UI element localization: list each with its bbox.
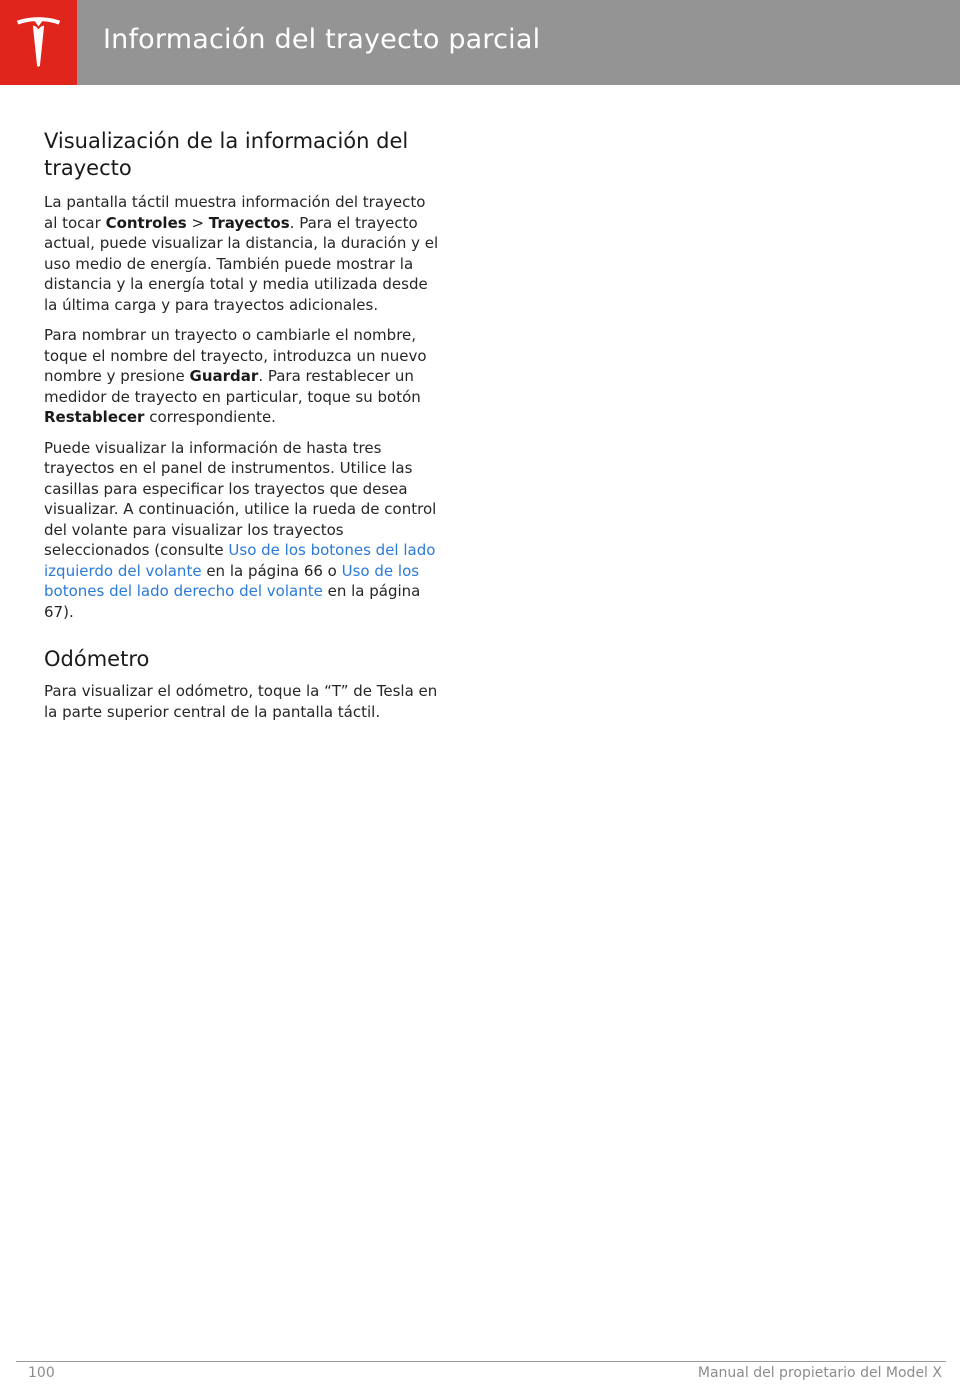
page-number: 100 [28, 1365, 55, 1381]
paragraph-instrument-panel [44, 438, 440, 623]
tesla-logo-icon [15, 15, 62, 67]
paragraph-odometer: Para visualizar el odómetro, toque la “T” de Tesla en la parte superior central de la pantalla táctil. [44, 682, 438, 721]
text: > [186, 213, 209, 232]
ui-label-trayectos: Trayectos [208, 213, 290, 232]
paragraph-trip-info [44, 192, 440, 315]
main-content [44, 128, 440, 732]
text: . Para restablecer un medidor de trayecto en particular, toque su botón [44, 367, 421, 406]
paragraph-rename-trip [44, 325, 440, 428]
text: . Para el trayecto actual, puede visualizar la distancia, la duración y el uso medio de energía. También puede mostrar la distancia y la energía total y media utilizada desde la última carga y para trayectos adicionales. [44, 213, 439, 314]
link-right-steering-buttons[interactable]: Uso de los botones del lado derecho del volante [44, 561, 420, 600]
ui-label-guardar: Guardar [189, 367, 259, 385]
text: La pantalla táctil muestra información del trayecto al tocar [44, 193, 426, 232]
link-left-steering-buttons[interactable]: Uso de los botones del lado izquierdo del volante [44, 541, 436, 580]
tesla-logo [0, 0, 77, 85]
page-title: Información del trayecto parcial [103, 24, 541, 55]
text: Para nombrar un trayecto o cambiarle el nombre, toque el nombre del trayecto, introduzca un nuevo nombre y presione [44, 326, 427, 385]
text: correspondiente. [144, 408, 276, 426]
text: Puede visualizar la información de hasta tres trayectos en el panel de instrumentos. Utilice las casillas para especificar los trayectos que desea visualizar. A continuación, utilice la rueda de control del volante para visualizar los trayectos seleccionados (consulte [44, 438, 437, 559]
footer-manual-title: Manual del propietario del Model X [697, 1365, 942, 1381]
section-heading-trip-info: Visualización de la información del trayecto [44, 129, 409, 180]
section-heading-odometer: Odómetro [44, 647, 150, 671]
page-header [0, 0, 960, 85]
text: en la página 67). [44, 582, 421, 621]
text: en la página 66 o [201, 561, 342, 580]
footer-divider [16, 1361, 946, 1362]
ui-label-controles: Controles [105, 213, 187, 232]
ui-label-restablecer: Restablecer [44, 408, 145, 426]
